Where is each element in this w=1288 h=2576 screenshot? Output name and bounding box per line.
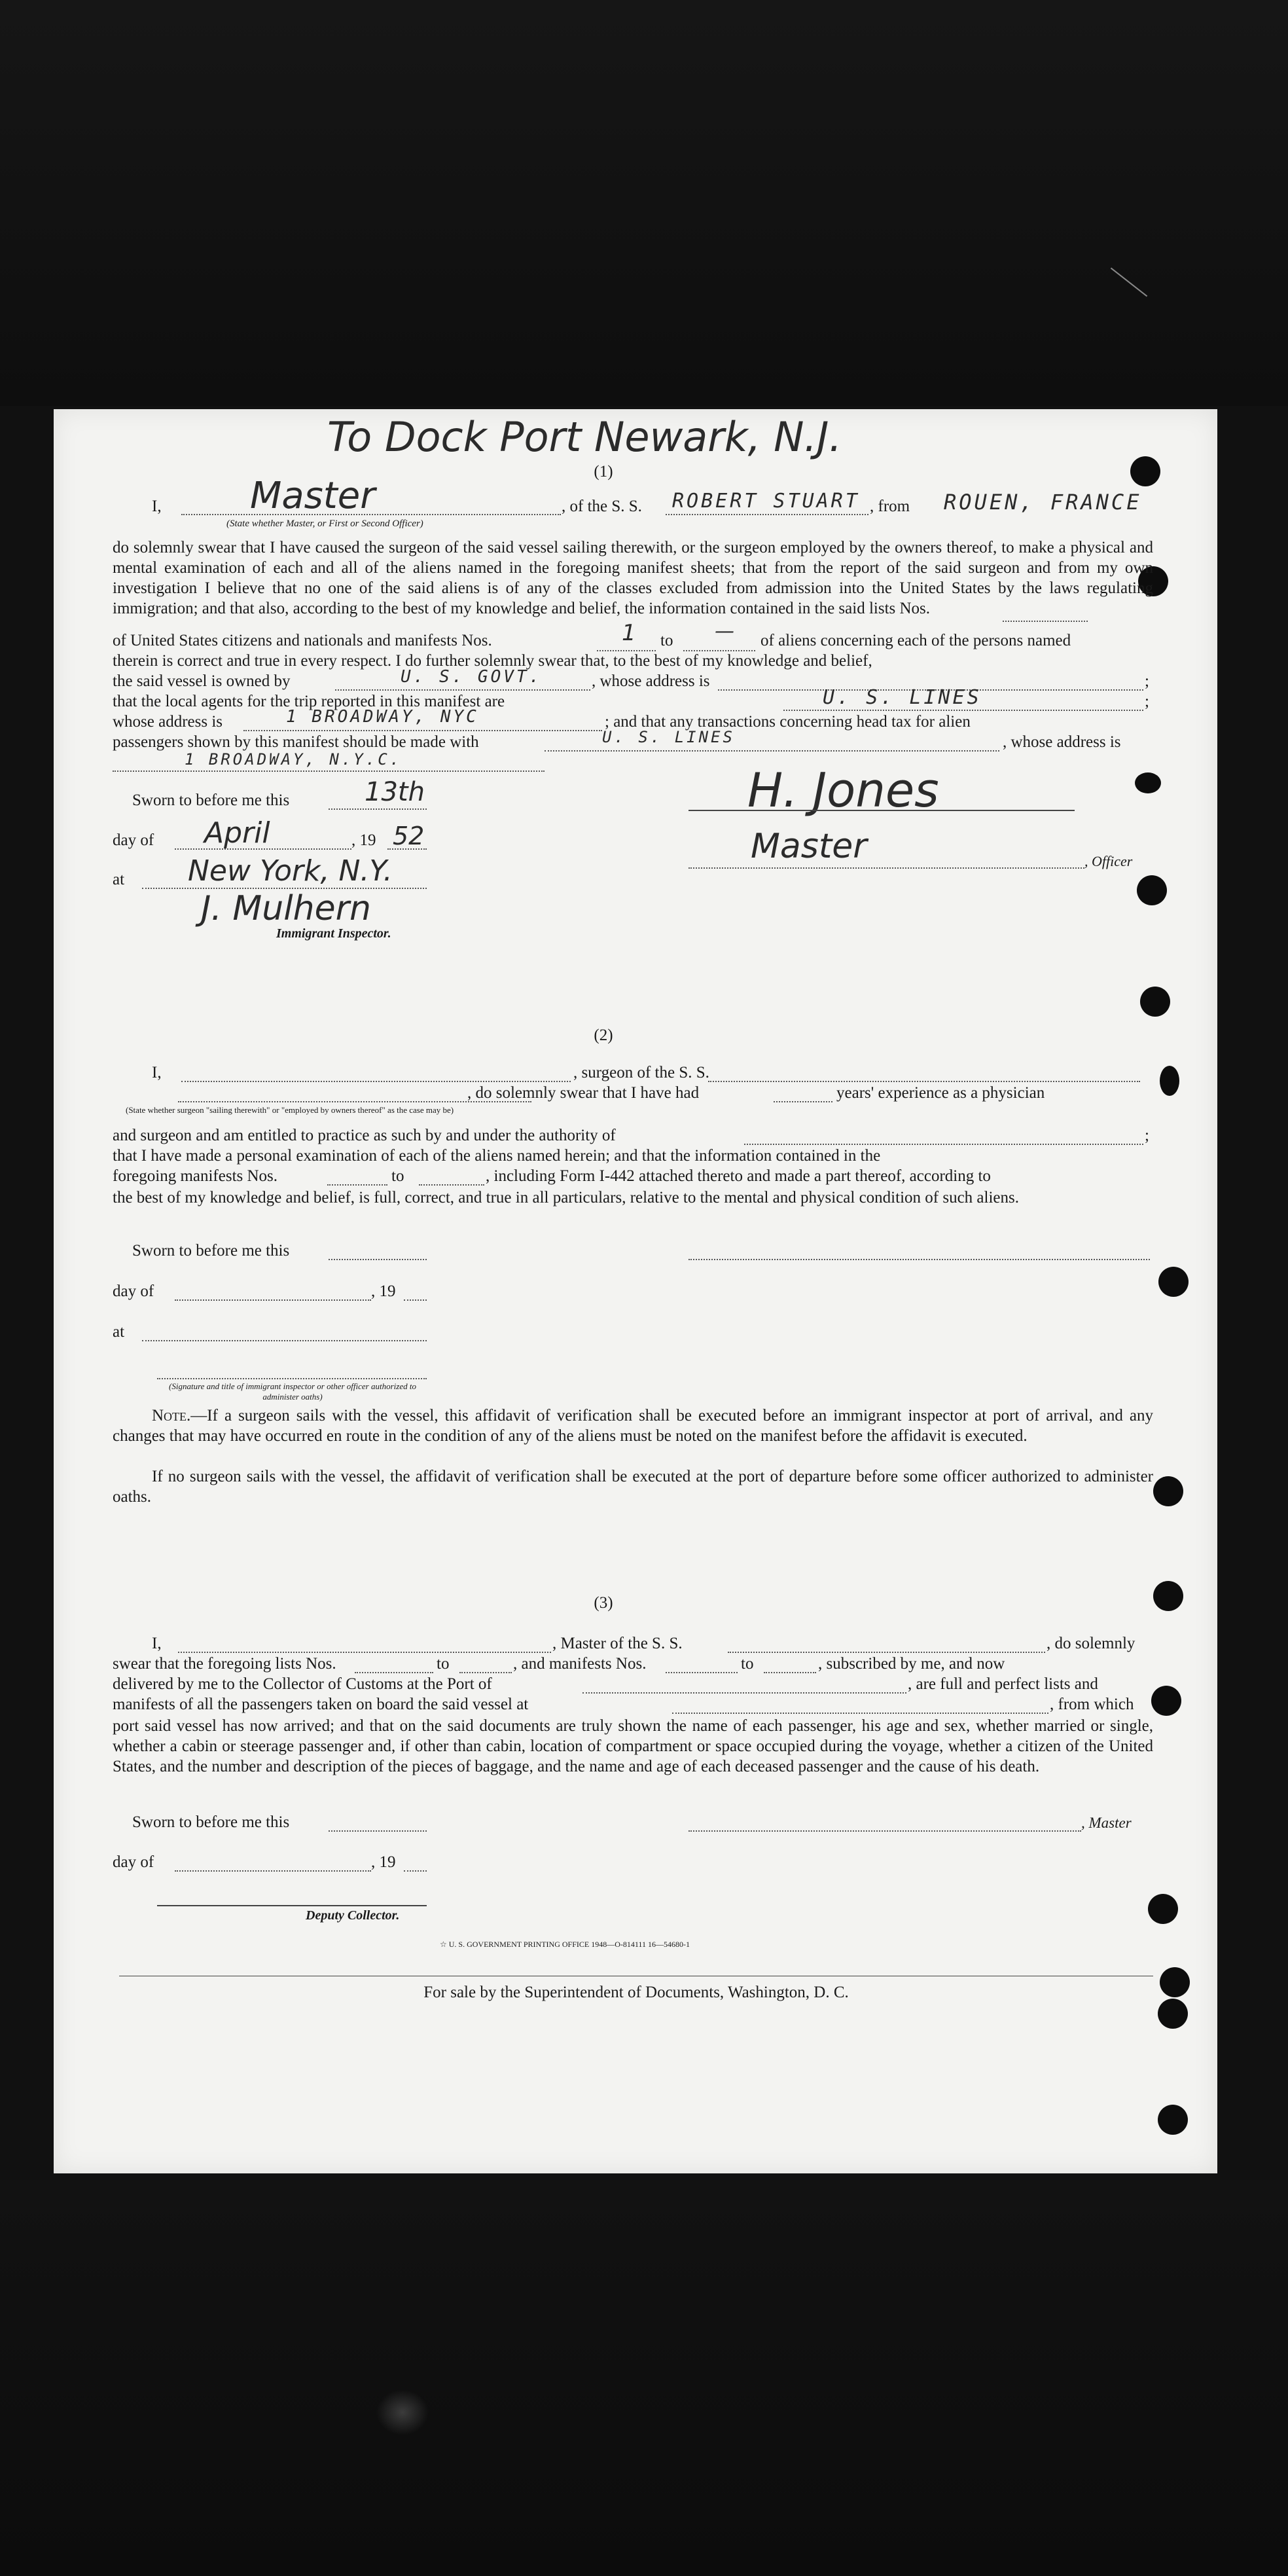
punch-hole (1135, 772, 1161, 793)
full-perfect-label: , are full and perfect lists and (908, 1675, 1098, 1693)
examination-label: that I have made a personal examination of each of the aliens named herein; and that the information contained in the (113, 1147, 881, 1165)
handwritten-agents: U. S. LINES (823, 686, 982, 709)
handwritten-month: April (204, 816, 270, 850)
address-end-label: , whose address is (1003, 733, 1121, 751)
section-3-paragraph: port said vessel has now arrived; and that on the said documents are truly shown the name of each passenger, his age and sex, whether married or single, whether a cabin or steerage passenger and, if other than cabin, location of compartment or space occupied during the voyage, whether a citizen of the United States, and the number and description of the pieces of baggage, and the name and age of each deceased passenger and the cause of his death. (113, 1717, 1153, 1775)
foregoing-to-line (419, 1184, 484, 1186)
master-signature-line (689, 1830, 1081, 1832)
handwritten-agents-address: 1 BROADWAY, NYC (286, 707, 479, 727)
foregoing-from-line (327, 1184, 387, 1186)
handwritten-head-tax-address: 1 BROADWAY, N.Y.C. (185, 750, 402, 769)
printing-office-imprint: ☆ U. S. GOVERNMENT PRINTING OFFICE 1948—O-814111 16—54680-1 (440, 1940, 690, 1949)
manifests-from-line (666, 1672, 738, 1673)
us-citizens-label: of United States citizens and nationals and manifests Nos. (113, 632, 492, 649)
manifest-affidavit-page (54, 409, 1217, 2173)
agents-address-line (243, 730, 602, 731)
to-label: to (660, 632, 673, 649)
surgeon-of-label: , surgeon of the S. S. (573, 1064, 709, 1081)
at-label: at (113, 1323, 125, 1341)
semicolon: ; (1145, 693, 1149, 710)
head-tax-label: ; and that any transactions concerning head tax for alien (605, 713, 971, 731)
i-label: I, (152, 498, 162, 515)
subscribed-label: , subscribed by me, and now (818, 1655, 1005, 1673)
scan-artifact (376, 2389, 429, 2435)
semicolon: ; (1145, 672, 1149, 690)
master-of-label: , Master of the S. S. (552, 1635, 683, 1652)
handwritten-officer-title: Master (751, 827, 867, 866)
handwritten-place: New York, N.Y. (188, 854, 393, 888)
foregoing-nos-label: foregoing manifests Nos. (113, 1167, 278, 1185)
section-1-number: (1) (594, 463, 613, 481)
handwritten-ship-name: ROBERT STUART (672, 490, 860, 513)
punch-hole (1153, 1476, 1183, 1506)
head-tax-address-line (113, 771, 545, 772)
handwritten-dock-note: To Dock Port Newark, N.J. (327, 413, 842, 461)
day-of-label: day of (113, 1853, 154, 1871)
authority-line (744, 1144, 1143, 1145)
passengers-label: passengers shown by this manifest should be made with (113, 733, 479, 751)
from-which-label: , from which (1050, 1696, 1134, 1713)
i-label: I, (152, 1064, 162, 1081)
do-solemnly-label: , do solemnly (1046, 1635, 1136, 1652)
year-line (404, 1299, 427, 1301)
punch-hole (1160, 1967, 1190, 1997)
local-agents-label: that the local agents for the trip reported in this manifest are (113, 693, 505, 710)
deputy-collector-caption: Deputy Collector. (306, 1908, 400, 1923)
year-line (387, 848, 427, 850)
handwritten-master: Master (250, 475, 376, 517)
boarded-at-line (672, 1713, 1048, 1714)
to-label: to (391, 1167, 404, 1185)
whose-address-label: , whose address is (592, 672, 710, 690)
handwritten-nos-to: — (715, 620, 734, 643)
signature-line (157, 1378, 427, 1379)
punch-hole (1160, 1066, 1179, 1096)
handwritten-head-tax-agent: U. S. LINES (602, 728, 735, 746)
punch-hole (1158, 1999, 1188, 2029)
section-1-oath-paragraph: do solemnly swear that I have caused the surgeon of the said vessel sailing therewith, or the surgeon employed by the owners thereof, to make a physical and mental examination of each and all of the aliens named in the foregoing manifest sheets; that from the report of the said surgeon and from my own investigation I believe that no one of the said aliens is of any of the classes excluded from admission into the United States by the laws regulating immigration; and that also, according to the best of my knowledge and belief, the information contained in the said lists Nos. (113, 539, 1153, 617)
and-manifests-label: , and manifests Nos. (513, 1655, 647, 1673)
delivered-label: delivered by me to the Collector of Customs at the Port of (113, 1675, 492, 1693)
including-label: , including Form I-442 attached thereto and made a part thereof, according to (486, 1167, 991, 1185)
ship-line (728, 1652, 1045, 1653)
swear-lists-label: swear that the foregoing lists Nos. (113, 1655, 336, 1673)
section-3-number: (3) (594, 1594, 613, 1612)
i-label: I, (152, 1635, 162, 1652)
lists-nos-line (1003, 621, 1088, 622)
belief-paragraph: the best of my knowledge and belief, is full, correct, and true in all particulars, relative to the mental and physical condition of such aliens. (113, 1189, 1019, 1206)
master-caption: , Master (1081, 1815, 1132, 1831)
owner-line (335, 689, 590, 691)
handwritten-from-port: ROUEN, FRANCE (944, 490, 1142, 515)
officer-rank-caption: (State whether Master, or First or Second Officer) (226, 518, 423, 529)
manifests-to-line (764, 1672, 816, 1673)
year-prefix: , 19 (351, 831, 376, 849)
punch-hole (1151, 1686, 1181, 1716)
surgeon-status-caption: (State whether surgeon "sailing therewith" or "employed by owners thereof" as the case may be) (126, 1105, 454, 1115)
to-label: to (741, 1655, 754, 1673)
note-label: Note. (152, 1407, 191, 1424)
sworn-label: Sworn to before me this (132, 791, 290, 809)
scan-background-bottom (0, 2180, 1288, 2576)
punch-hole (1137, 875, 1167, 905)
handwritten-owner: U. S. GOVT. (401, 667, 543, 687)
head-tax-line (545, 750, 999, 752)
signature-caption: (Signature and title of immigrant inspector or other officer authorized to administer oaths) (169, 1381, 416, 1402)
punch-hole (1140, 987, 1170, 1017)
master-signature: H. Jones (747, 763, 939, 818)
section-2-number: (2) (594, 1026, 613, 1044)
from-label: , from (870, 498, 910, 515)
nos-from-line (597, 650, 656, 651)
officer-title-line (689, 867, 1084, 869)
punch-hole (1153, 1581, 1183, 1611)
officer-caption: , Officer (1084, 853, 1133, 869)
aliens-concerning-label: of aliens concerning each of the persons named (760, 632, 1071, 649)
for-sale-notice: For sale by the Superintendent of Documents, Washington, D. C. (423, 1984, 849, 2001)
sworn-day-line (329, 808, 427, 810)
inspector-caption: Immigrant Inspector. (276, 926, 391, 941)
nos-to-line (683, 650, 755, 651)
month-line (175, 1870, 371, 1872)
note-2-paragraph: If no surgeon sails with the vessel, the affidavit of verification shall be executed at the port of departure before some officer authorized to administer oaths. (113, 1468, 1153, 1506)
years-experience-label: years' experience as a physician (836, 1084, 1045, 1102)
place-line (142, 1340, 427, 1341)
handwritten-day: 13th (365, 777, 425, 807)
surgeon-signature-line (689, 1259, 1150, 1260)
manifests-of-label: manifests of all the passengers taken on board the said vessel at (113, 1696, 529, 1713)
agents-line (783, 710, 1143, 711)
port-line (582, 1692, 906, 1694)
sworn-day-line (329, 1830, 427, 1832)
authority-label: and surgeon and am entitled to practice as such by and under the authority of (113, 1127, 616, 1144)
owned-by-label: the said vessel is owned by (113, 672, 291, 690)
note-text: —If a surgeon sails with the vessel, this affidavit of verification shall be executed before an immigrant inspector at port of arrival, and any changes that may have occurred en route in the condition of any of the aliens must be noted on the manifest before the affidavit is executed. (113, 1407, 1153, 1445)
sworn-label: Sworn to before me this (132, 1813, 290, 1831)
master-name-line (178, 1652, 551, 1653)
inspector-signature: J. Mulhern (201, 889, 371, 928)
deputy-signature-line (157, 1905, 427, 1906)
scan-background-top (0, 0, 1288, 406)
of-ss-label: , of the S. S. (562, 498, 642, 515)
at-label: at (113, 871, 125, 888)
month-line (175, 1299, 371, 1301)
ship-name-line (666, 514, 868, 515)
surgeon-name-line (181, 1081, 571, 1082)
sworn-label: Sworn to before me this (132, 1242, 290, 1260)
swear-had-label: , do solemnly swear that I have had (467, 1084, 700, 1102)
surgeon-ship-line (708, 1081, 1140, 1082)
lists-from-line (355, 1672, 433, 1673)
whose-address-is-label: whose address is (113, 713, 223, 731)
sworn-day-line (329, 1259, 427, 1260)
to-label: to (437, 1655, 450, 1673)
year-prefix: , 19 (371, 1282, 396, 1300)
punch-hole (1158, 2105, 1188, 2135)
handwritten-year: 52 (393, 822, 425, 850)
day-of-label: day of (113, 1282, 154, 1300)
punch-hole (1158, 1267, 1189, 1297)
year-prefix: , 19 (371, 1853, 396, 1871)
years-line (774, 1101, 832, 1102)
master-signature-line (689, 810, 1075, 811)
handwritten-nos-from: 1 (622, 620, 636, 646)
semicolon: ; (1145, 1127, 1149, 1144)
punch-hole (1148, 1894, 1178, 1924)
punch-hole (1130, 456, 1160, 486)
lists-to-line (459, 1672, 512, 1673)
year-line (404, 1870, 427, 1872)
day-of-label: day of (113, 831, 154, 849)
correct-true-label: therein is correct and true in every respect. I do further solemnly swear that, to the best of my knowledge and belief, (113, 652, 872, 670)
note-paragraph (113, 1406, 1153, 1446)
